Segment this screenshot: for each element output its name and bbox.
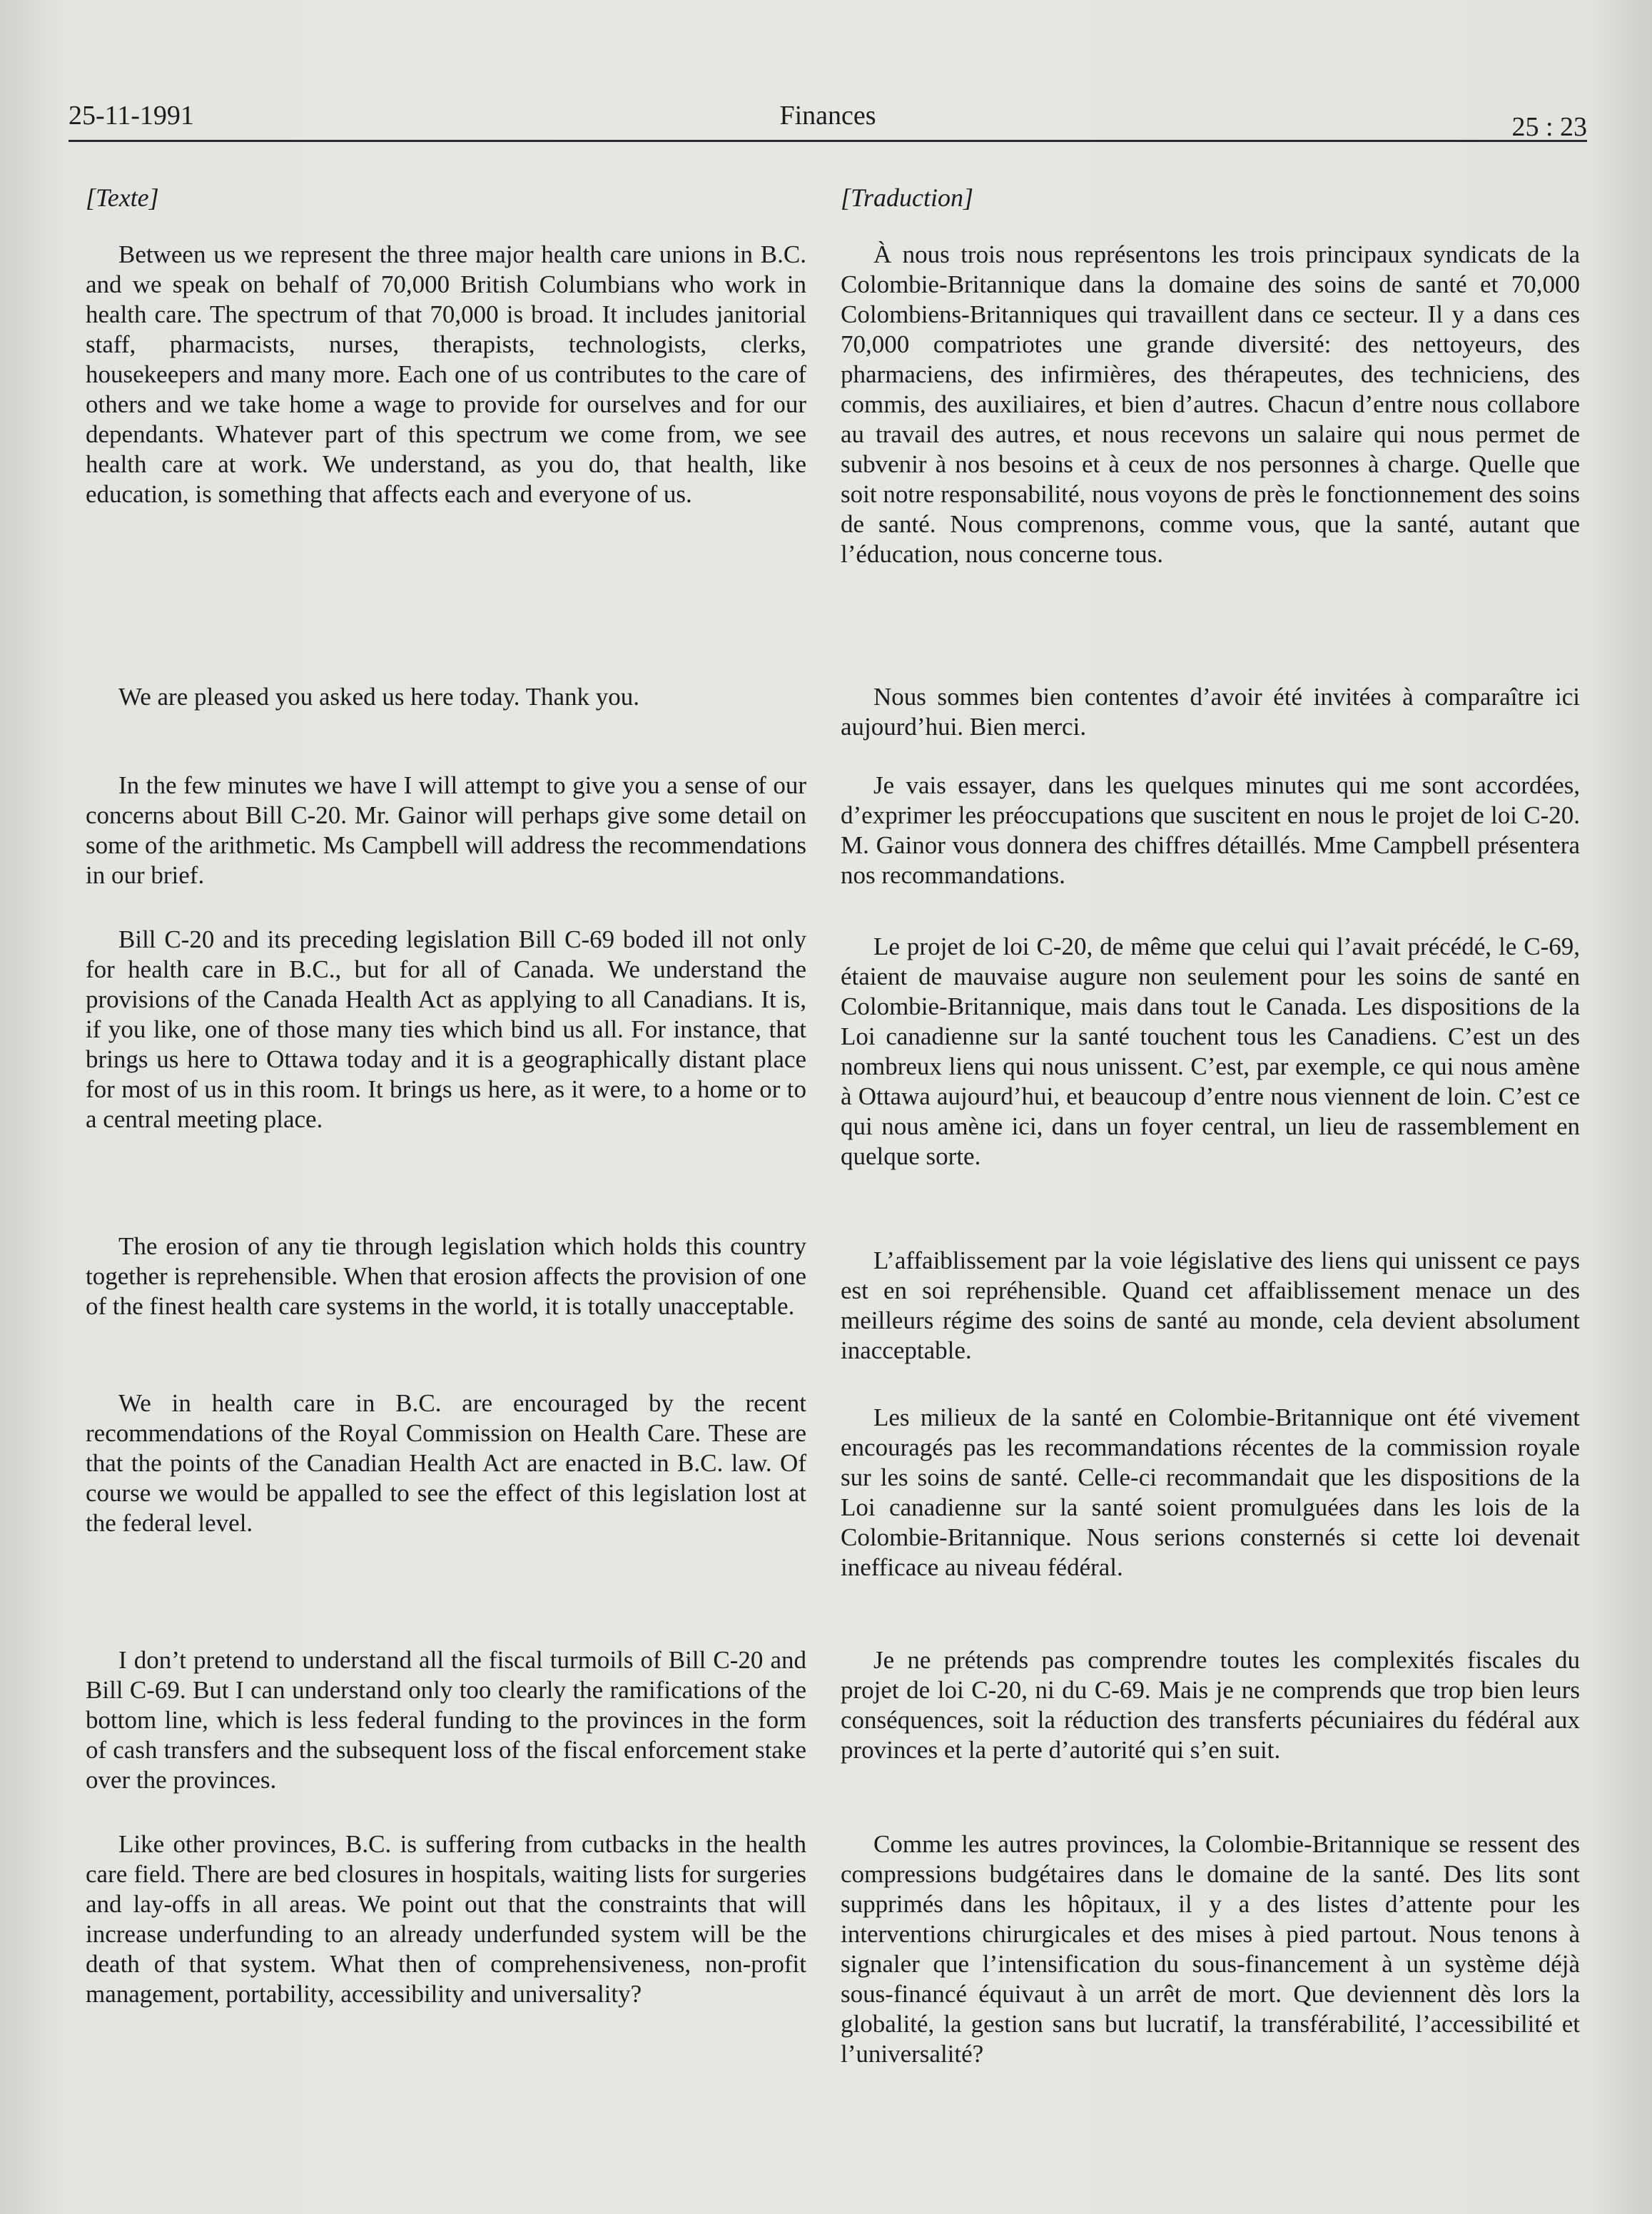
paragraph: Je vais essayer, dans les quelques minutes qui me sont accordées, d’exprimer les préoccupations que suscitent en nous le projet de loi C-20. M. Gainor vous donnera des chiffres détaillés. Mme Campbell présentera nos recommandations. xyxy=(841,771,1580,889)
paragraph: Nous sommes bien contentes d’avoir été invitées à comparaître ici aujourd’hui. Bien merci. xyxy=(841,683,1580,741)
paragraph: We in health care in B.C. are encouraged by the recent recommendations of the Royal Commission on Health Care. These are that the points of the Canadian Health Act are enacted in B.C. law. Of course we would be appalled to see the effect of this legislation lost at the federal level. xyxy=(86,1389,806,1537)
page-header xyxy=(69,97,1587,142)
header-title: Finances xyxy=(779,101,876,131)
paragraph: À nous trois nous représentons les trois principaux syndicats de la Colombie-Britannique dans la domaine des soins de santé et 70,000 Colombiens-Britanniques qui travaillent dans ce secteur. Il y a dans ces 70,000 compatriotes une grande diversité: des nettoyeurs, des pharmaciens, des infirmières, des thérapeutes, des techniciens, des commis, des auxiliaires, et bien d’autres. Chacun d’entre nous collabore au travail des autres, et nous recevons un salaire qui nous permet de subvenir à nos besoins et à ceux de nos personnes à charge. Quelle que soit notre responsabilité, nous voyons de près le fonctionnement des soins de santé. Nous comprenons, comme vous, que la santé, autant que l’éducation, nous concerne tous. xyxy=(841,240,1580,568)
paragraph: Like other provinces, B.C. is suffering from cutbacks in the health care field. There are bed closures in hospitals, waiting lists for surgeries and lay-offs in all areas. We point out that the constraints that will increase underfunding to an already underfunded system will be the death of that system. What then of comprehensiveness, non-profit management, portability, accessibility and universality? xyxy=(86,1830,806,2008)
english-column xyxy=(86,183,806,2008)
paragraph: Comme les autres provinces, la Colombie-Britannique se ressent des compressions budgétaires dans le domaine de la santé. Des lits sont supprimés dans les hôpitaux, il y a des listes d’attente pour les interventions chirurgicales et des mises à pied partout. Nous tenons à signaler que l’intensification du sous-financement à un système déjà sous-financé équivaut à un arrêt de mort. Que deviennent dès lors la globalité, la gestion sans but lucratif, la transférabilité, l’accessibilité et l’universalité? xyxy=(841,1830,1580,2068)
header-date: 25-11-1991 xyxy=(69,101,194,131)
column-label-texte: [Texte] xyxy=(86,183,159,212)
paragraph: In the few minutes we have I will attempt to give you a sense of our concerns about Bill C-20. Mr. Gainor will perhaps give some detail on some of the arithmetic. Ms Campbell will address the recommendations in our brief. xyxy=(86,771,806,889)
header-page-number: 25 : 23 xyxy=(1511,112,1587,142)
paragraph: The erosion of any tie through legislation which holds this country together is reprehensible. When that erosion affects the provision of one of the finest health care systems in the world, it is totally unacceptable. xyxy=(86,1232,806,1320)
paragraph: L’affaiblissement par la voie législative des liens qui unissent ce pays est en soi repréhensible. Quand cet affaiblissement menace un des meilleurs régime des soins de santé au monde, cela devient absolument inacceptable. xyxy=(841,1246,1580,1364)
french-column xyxy=(841,183,1580,2068)
paragraph: We are pleased you asked us here today. Thank you. xyxy=(118,683,639,711)
column-label-traduction: [Traduction] xyxy=(841,183,974,212)
paragraph: Le projet de loi C-20, de même que celui qui l’avait précédé, le C-69, étaient de mauvaise augure non seulement pour les soins de santé en Colombie-Britannique, mais dans tout le Canada. Les dispositions de la Loi canadienne sur la santé touchent tous les Canadiens. C’est un des nombreux liens qui nous unissent. C’est, par exemple, ce qui nous amène à Ottawa aujourd’hui, et beaucoup d’entre nous viennent de loin. C’est ce qui nous amène ici, dans un foyer central, un lieu de rassemblement en quelque sorte. xyxy=(841,933,1580,1170)
paragraph: Between us we represent the three major health care unions in B.C. and we speak on behalf of 70,000 British Columbians who work in health care. The spectrum of that 70,000 is broad. It includes janitorial staff, pharmacists, nurses, therapists, technologists, clerks, housekeepers and many more. Each one of us contributes to the care of others and we take home a wage to provide for ourselves and for our dependants. Whatever part of this spectrum we come from, we see health care at work. We understand, as you do, that health, like education, is something that affects each and everyone of us. xyxy=(86,240,806,508)
paragraph: Bill C-20 and its preceding legislation Bill C-69 boded ill not only for health care in B.C., but for all of Canada. We understand the provisions of the Canada Health Act as applying to all Canadians. It is, if you like, one of those many ties which bind us all. For instance, that brings us here to Ottawa today and it is a geographically distant place for most of us in this room. It brings us here, as it were, to a home or to a central meeting place. xyxy=(86,925,806,1133)
paragraph: I don’t pretend to understand all the fiscal turmoils of Bill C-20 and Bill C-69. But I can understand only too clearly the ramifications of the bottom line, which is less federal funding to the provinces in the form of cash transfers and the subsequent loss of the fiscal enforcement stake over the provinces. xyxy=(86,1646,806,1794)
paragraph: Les milieux de la santé en Colombie-Britannique ont été vivement encouragés pas les recommandations récentes de la commission royale sur les soins de santé. Celle-ci recommandait que les dispositions de la Loi canadienne sur la santé soient promulguées dans les lois de la Colombie-Britannique. Nous serions consternés si cette loi devenait inefficace au niveau fédéral. xyxy=(841,1403,1580,1581)
paragraph: Je ne prétends pas comprendre toutes les complexités fiscales du projet de loi C-20, ni du C-69. Mais je ne comprends que trop bien leurs conséquences, soit la réduction des transferts pécuniaires du fédéral aux provinces et la perte d’autorité qui s’en suit. xyxy=(841,1646,1580,1764)
